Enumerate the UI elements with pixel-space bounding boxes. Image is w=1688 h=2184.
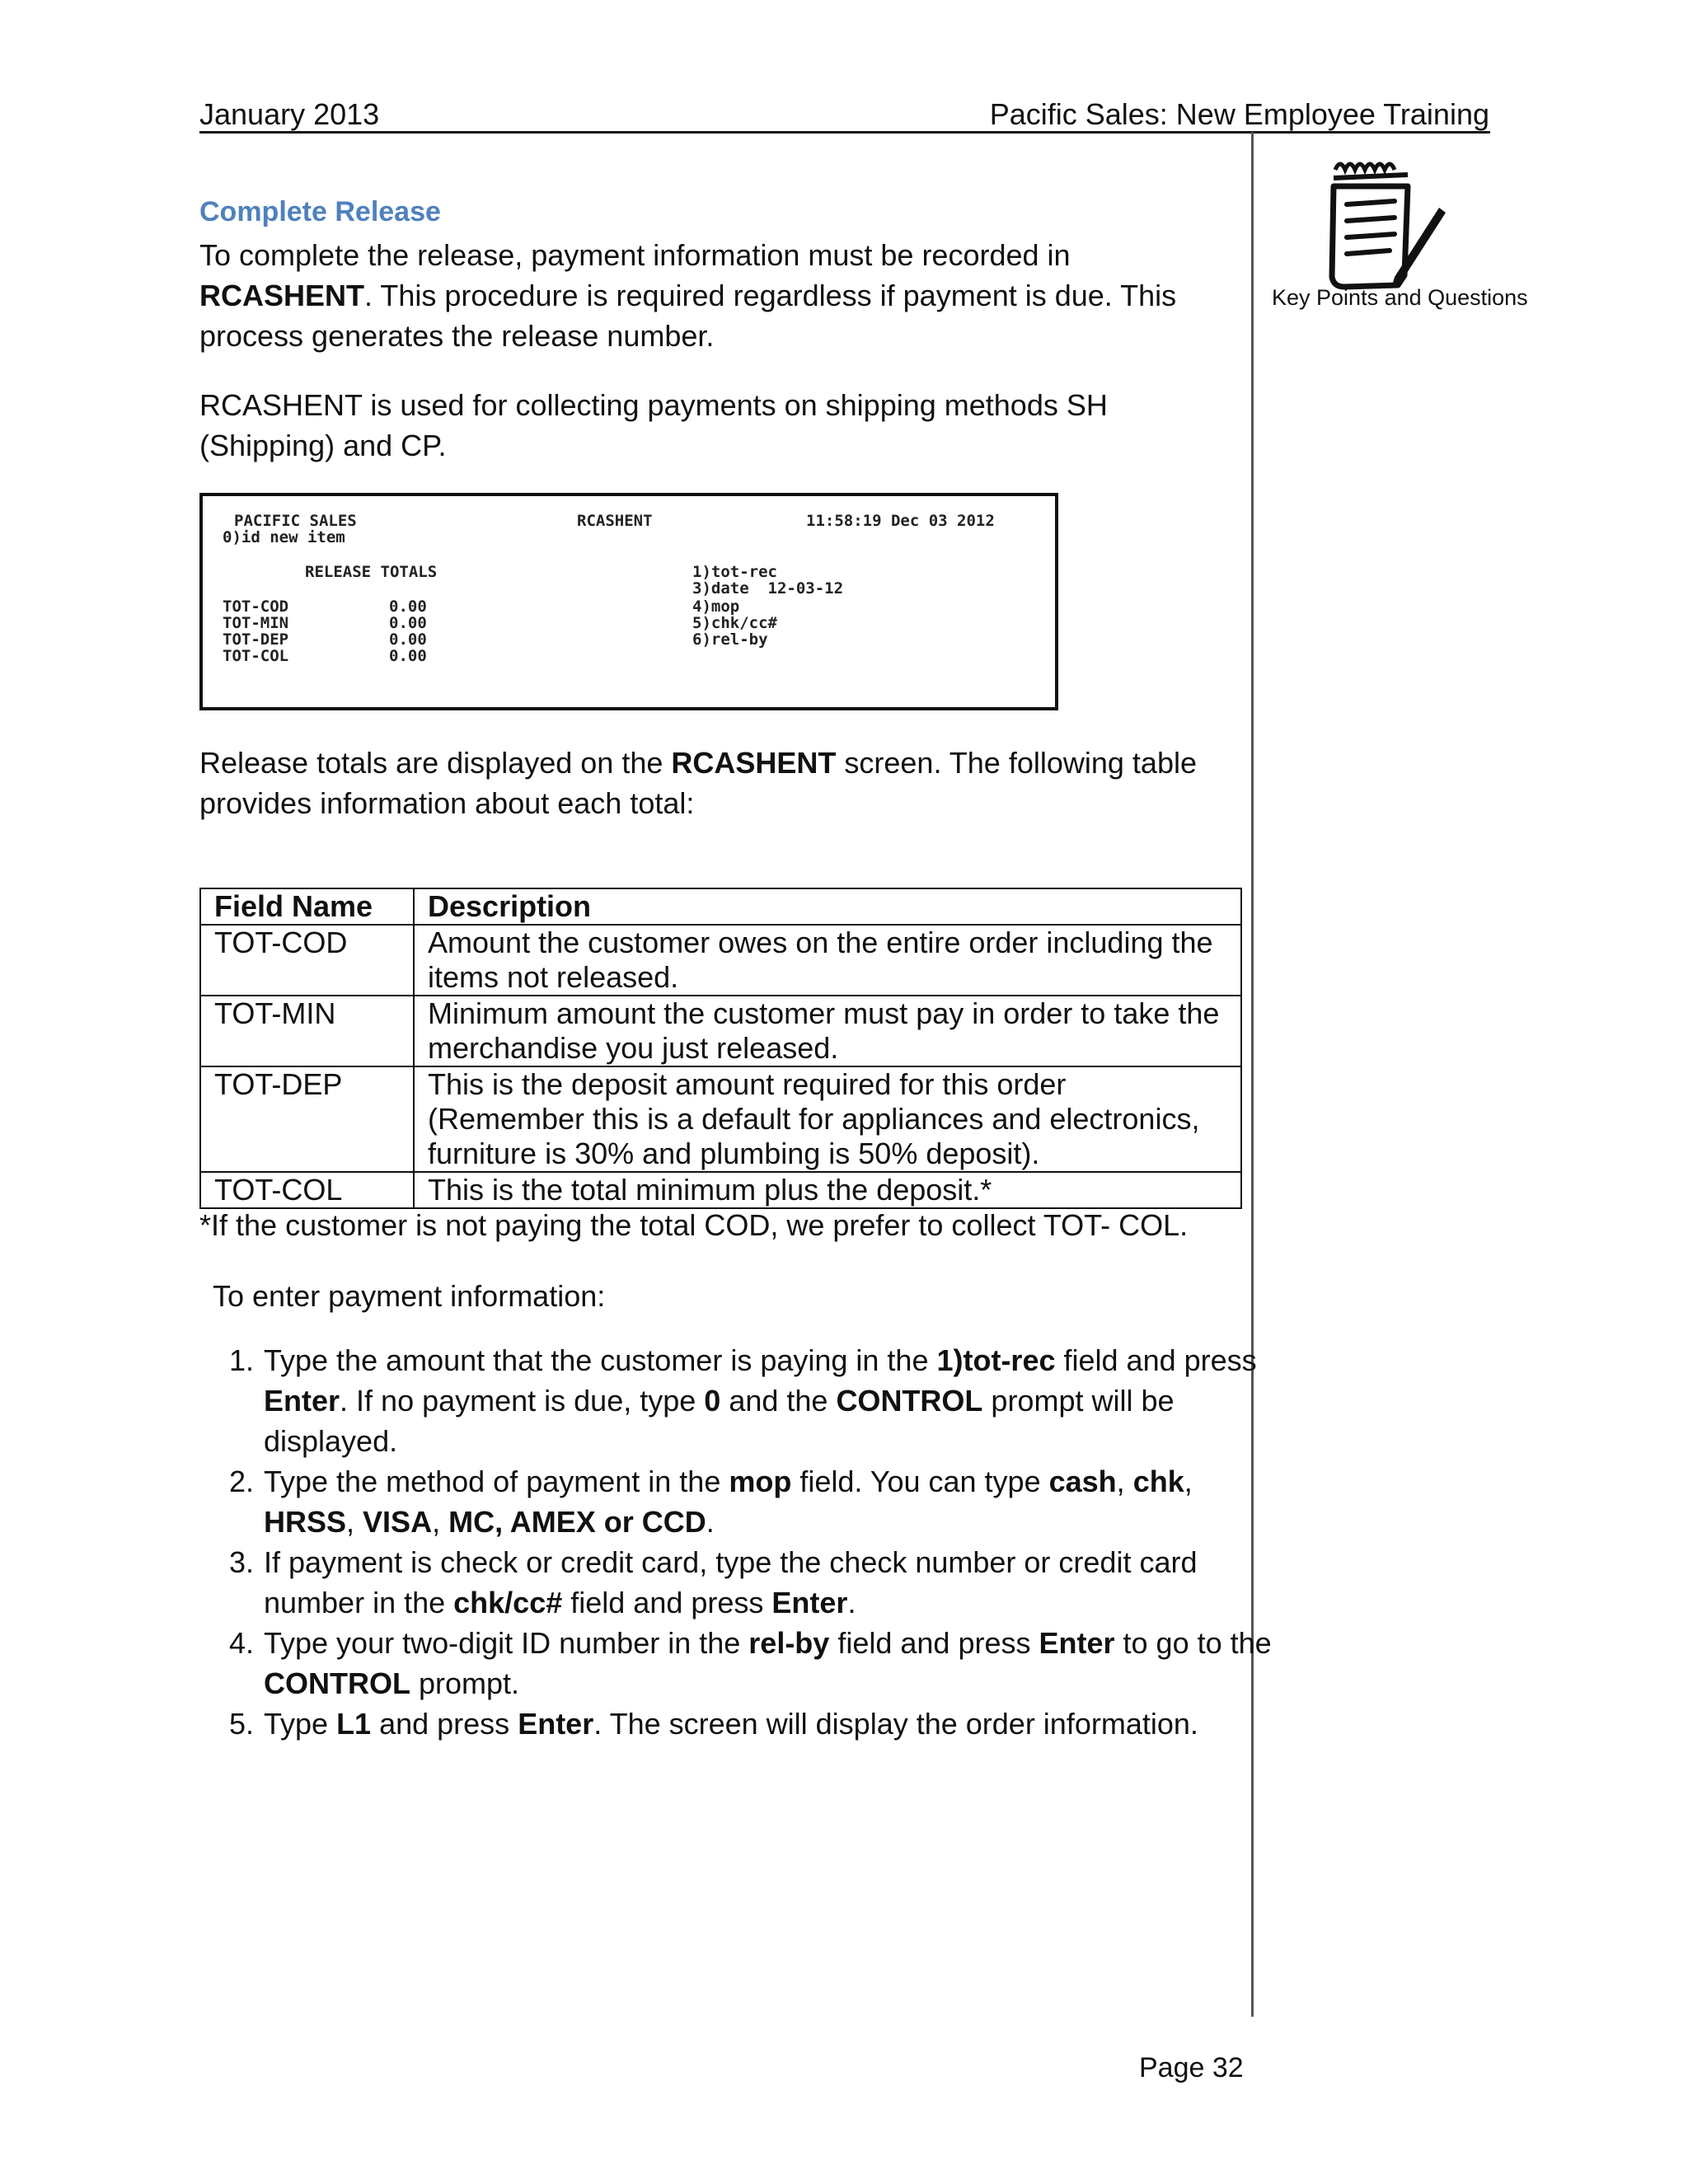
step-keyword: Enter xyxy=(771,1586,848,1619)
screen-row-value: 0.00 xyxy=(389,614,427,632)
list-item xyxy=(262,1623,1301,1704)
table-cell-field: TOT-MIN xyxy=(200,996,414,1066)
step-text: and press xyxy=(371,1707,518,1741)
table-cell-description: Minimum amount the customer must pay in order to take the merchandise you just released. xyxy=(414,996,1241,1066)
table-cell-field: TOT-DEP xyxy=(200,1066,414,1172)
screen-option-0: 0)id new item xyxy=(223,528,345,546)
table-header-row xyxy=(200,888,1241,925)
steps-list xyxy=(211,1340,1301,1744)
header-rule xyxy=(199,131,1490,134)
step-text: . xyxy=(847,1586,856,1619)
steps-intro: To enter payment information: xyxy=(213,1279,606,1313)
step-text: field and press xyxy=(562,1586,772,1619)
step-keyword: L1 xyxy=(336,1707,372,1741)
table-row xyxy=(200,996,1241,1066)
step-text: . The screen will display the order information. xyxy=(593,1707,1198,1741)
fields-table xyxy=(199,888,1242,1209)
step-text: . xyxy=(706,1505,715,1539)
screen-row-label: TOT-COL xyxy=(223,647,289,665)
totals-intro-text: Release totals are displayed on the xyxy=(199,746,672,780)
header-title: Pacific Sales: New Employee Training xyxy=(989,97,1489,131)
step-text: to go to the xyxy=(1114,1626,1272,1660)
step-keyword: CONTROL xyxy=(836,1384,983,1418)
usage-paragraph: RCASHENT is used for collecting payments on shipping methods SH (Shipping) and CP. xyxy=(199,388,1108,462)
step-text: , xyxy=(346,1505,363,1539)
step-keyword: CONTROL xyxy=(264,1666,410,1700)
screen-option-6: 6)rel-by xyxy=(692,630,768,649)
list-item xyxy=(262,1340,1301,1461)
screen-option-4: 4)mop xyxy=(692,598,740,616)
table-row xyxy=(200,1066,1241,1172)
step-text: Type the amount that the customer is paying in the xyxy=(264,1343,937,1377)
step-text: prompt. xyxy=(410,1666,520,1700)
intro-keyword: RCASHENT xyxy=(199,279,365,312)
step-text: prompt will be displayed. xyxy=(264,1384,1175,1458)
table-header-description: Description xyxy=(414,888,1241,925)
step-keyword: cash xyxy=(1048,1465,1117,1498)
step-keyword: mop xyxy=(729,1465,792,1498)
intro-text: To complete the release, payment information must be recorded in xyxy=(199,238,1071,272)
screen-row-label: TOT-DEP xyxy=(223,630,289,649)
step-keyword: 0 xyxy=(704,1384,721,1418)
screen-company: PACIFIC SALES xyxy=(234,512,357,530)
list-item xyxy=(262,1704,1301,1744)
table-row xyxy=(200,1172,1241,1208)
step-keyword: rel-by xyxy=(748,1626,830,1660)
intro-text-cont: . This procedure is required regardless if payment is due. This process generates the release number. xyxy=(199,279,1177,353)
table-cell-description: This is the deposit amount required for this order (Remember this is a default for appliances and electronics, furniture is 30% and plumbing is 50% deposit). xyxy=(414,1066,1241,1172)
step-keyword: Enter xyxy=(264,1384,340,1418)
step-text: field and press xyxy=(829,1626,1039,1660)
screen-row-value: 0.00 xyxy=(389,598,427,616)
step-keyword: VISA xyxy=(363,1505,433,1539)
screen-row-value: 0.00 xyxy=(389,630,427,649)
step-keyword: chk/cc# xyxy=(453,1586,563,1619)
table-cell-description: This is the total minimum plus the deposit.* xyxy=(414,1172,1241,1208)
section-title: Complete Release xyxy=(199,196,441,227)
table-cell-field: TOT-COL xyxy=(200,1172,414,1208)
step-text: , xyxy=(432,1505,449,1539)
list-item xyxy=(262,1461,1301,1542)
totals-intro-text-cont: screen. The following table provides information about each total: xyxy=(199,746,1197,820)
sidebar-label: Key Points and Questions xyxy=(1272,285,1528,310)
step-text: If payment is check or credit card, type the check number or credit card number in the xyxy=(264,1545,1198,1619)
step-keyword: chk xyxy=(1132,1465,1184,1498)
screen-program: RCASHENT xyxy=(577,512,653,530)
step-keyword: Enter xyxy=(1039,1626,1115,1660)
table-cell-field: TOT-COD xyxy=(200,925,414,996)
step-text: Type the method of payment in the xyxy=(264,1465,729,1498)
step-keyword: 1)tot-rec xyxy=(936,1343,1056,1377)
totals-intro xyxy=(199,743,1230,823)
screen-option-1: 1)tot-rec xyxy=(692,563,777,581)
notepad-icon xyxy=(1315,153,1447,293)
screen-row-label: TOT-COD xyxy=(223,598,289,616)
rcashent-screen xyxy=(199,493,1058,710)
screen-row-value: 0.00 xyxy=(389,647,427,665)
step-text: and the xyxy=(720,1384,837,1418)
header-date: January 2013 xyxy=(199,97,380,131)
screen-timestamp: 11:58:19 Dec 03 2012 xyxy=(806,512,995,530)
screen-option-3: 3)date 12-03-12 xyxy=(692,579,844,598)
step-keyword: MC, AMEX or CCD xyxy=(448,1505,706,1539)
screen-totals-heading: RELEASE TOTALS xyxy=(305,563,438,581)
table-row xyxy=(200,925,1241,996)
step-keyword: Enter xyxy=(518,1707,594,1741)
step-text: Type xyxy=(264,1707,337,1741)
step-text: field and press xyxy=(1055,1343,1257,1377)
step-text: . If no payment is due, type xyxy=(340,1384,705,1418)
screen-row-label: TOT-MIN xyxy=(223,614,289,632)
totals-intro-keyword: RCASHENT xyxy=(671,746,837,780)
step-text: , xyxy=(1116,1465,1133,1498)
table-footnote: *If the customer is not paying the total COD, we prefer to collect TOT- COL. xyxy=(199,1208,1189,1242)
step-keyword: HRSS xyxy=(264,1505,347,1539)
step-text: , xyxy=(1184,1465,1193,1498)
intro-paragraph xyxy=(199,235,1246,356)
list-item xyxy=(262,1542,1301,1623)
table-cell-description: Amount the customer owes on the entire order including the items not released. xyxy=(414,925,1241,996)
step-text: Type your two-digit ID number in the xyxy=(264,1626,749,1660)
step-text: field. You can type xyxy=(791,1465,1049,1498)
page-number: Page 32 xyxy=(1139,2052,1244,2083)
table-header-field: Field Name xyxy=(200,888,414,925)
screen-option-5: 5)chk/cc# xyxy=(692,614,777,632)
